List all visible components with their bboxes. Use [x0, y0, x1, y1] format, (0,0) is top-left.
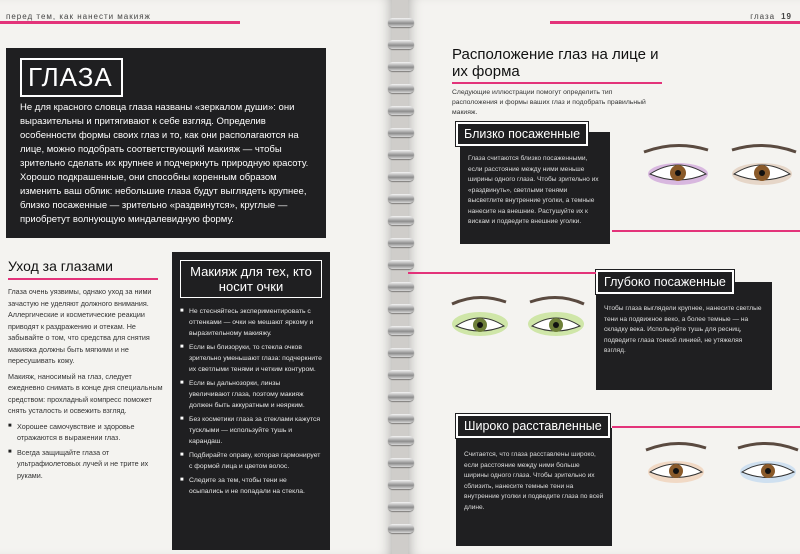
section-intro: Следующие иллюстрации помогут определить тип расположения и формы ваших глаз и подобрать правильный макияж. — [452, 89, 646, 116]
close-set-heading: Близко посаженные — [456, 122, 588, 146]
right-page — [408, 0, 800, 554]
close-set-eyes-illustration — [636, 138, 800, 198]
eye-care-section — [8, 258, 166, 484]
glasses-heading: Макияж для тех, кто носит очки — [180, 260, 322, 298]
eye-care-paragraph: Глаза очень уязвимы, однако уход за ними зачастую не уделяют должного внимания. Аллергические и косметические реакции приводят к раздражению и отекам. Не забывайте о том, что средства для снятия макияжа должны быть мягкими и не пересушивать кожу. — [8, 287, 152, 365]
binding-ring — [388, 480, 414, 489]
list-item: ■ Если вы дальнозорки, линзы увеличивают глаза, поэтому макияж должен быть аккуратным и неярким. — [180, 378, 322, 411]
header-rule-right — [550, 21, 800, 24]
deep-set-text: Чтобы глаза выглядели крупнее, нанесите светлые тени на подвижное веко, а более темные — на складку века. Используйте тушь для ресниц, подведите глаза тонкой линией, не утяжеляя взгляд. — [604, 305, 762, 354]
glasses-text — [180, 306, 322, 497]
binding-ring — [388, 40, 414, 49]
binding-ring — [388, 238, 414, 247]
binding-ring — [388, 194, 414, 203]
page-number: 19 — [781, 12, 792, 21]
deep-set-heading: Глубоко посаженные — [596, 270, 734, 294]
deep-set-box — [596, 282, 772, 390]
binding-ring — [388, 84, 414, 93]
spiral-binding — [388, 0, 414, 554]
binding-ring — [388, 282, 414, 291]
binding-ring — [388, 524, 414, 533]
left-page — [0, 0, 392, 554]
wide-set-text: Считается, что глаза расставлены широко, если расстояние между ними больше ширины одного глаза. Чтобы зрительно их сблизить, нанесите темные тени на внутренние уголки и подведите глаза по всей длине. — [464, 451, 604, 511]
list-item: ■ Подбирайте оправу, которая гармонирует с формой лица и цветом волос. — [180, 450, 322, 472]
running-header-right — [750, 12, 792, 21]
eye-care-rule — [8, 278, 158, 280]
binding-ring — [388, 62, 414, 71]
binding-ring — [388, 392, 414, 401]
wide-set-box — [456, 428, 612, 546]
list-item: ■ Всегда защищайте глаза от ультрафиолетовых лучей и не трите их руками. — [8, 447, 166, 482]
deep-set-rule — [408, 272, 596, 274]
wide-set-eyes-illustration — [640, 436, 800, 496]
binding-ring — [388, 370, 414, 379]
binding-ring — [388, 106, 414, 115]
deep-set-eyes-illustration — [448, 290, 588, 350]
binding-ring — [388, 304, 414, 313]
binding-ring — [388, 458, 414, 467]
glasses-list — [180, 306, 322, 497]
eye-care-text — [8, 286, 166, 481]
intro-box — [6, 48, 326, 238]
eye-care-list — [8, 421, 166, 482]
list-item: ■ Хорошее самочувствие и здоровье отражаются в выражении глаз. — [8, 421, 166, 444]
glasses-makeup-box — [172, 252, 330, 550]
close-set-text: Глаза считаются близко посаженными, если расстояние между ними меньше ширины одного глаза. Чтобы зрительно их «раздвинуть», светлыми тенями высветлите внутренние уголки, а темные нанесите на внешние. Растушуйте их к вискам и подведите внешние уголки. — [468, 155, 599, 225]
section-title-rule — [452, 82, 662, 84]
binding-ring — [388, 18, 414, 27]
binding-ring — [388, 150, 414, 159]
list-item: ■ Если вы близоруки, то стекла очков зрительно уменьшают глаза: подчеркните их светлыми тенями и четким контуром. — [180, 342, 322, 375]
wide-set-heading: Широко расставленные — [456, 414, 610, 438]
binding-ring — [388, 348, 414, 357]
binding-ring — [388, 260, 414, 269]
wide-set-rule — [612, 426, 800, 428]
binding-ring — [388, 216, 414, 225]
list-item: ■ Следите за тем, чтобы тени не осыпались и не попадали на стекла. — [180, 475, 322, 497]
running-header-left: перед тем, как нанести макияж — [6, 12, 151, 21]
binding-ring — [388, 326, 414, 335]
page-title: ГЛАЗА — [20, 58, 123, 97]
close-set-rule — [612, 230, 800, 232]
binding-ring — [388, 128, 414, 137]
list-item: ■ Не стесняйтесь экспериментировать с оттенками — очки не мешают яркому и выразительному макияжу. — [180, 306, 322, 339]
close-set-box — [460, 132, 610, 244]
binding-ring — [388, 414, 414, 423]
intro-text: Не для красного словца глаза названы «зеркалом души»: они выразительны и притягивают к себе взгляд. Определив особенности формы своих глаз и то, как они располагаются на лице, можно подобрать соответствующий макияж — чтобы зрительно сделать их крупнее и подчеркнуть природную красоту. Хорошо подкрашенные, они способны коренным образом изменить ваш облик: небольшие глаза будут выглядеть крупнее, близко посаженные — зрительно «раздвинутся», круглые — приобретут волнующую миндалевидную форму. — [20, 102, 309, 225]
section-title: Расположение глаз на лице и их форма — [452, 46, 659, 80]
eye-care-heading: Уход за глазами — [8, 258, 113, 274]
binding-ring — [388, 502, 414, 511]
binding-ring — [388, 172, 414, 181]
binding-ring — [388, 436, 414, 445]
eye-care-paragraph: Макияж, наносимый на глаз, следует ежедневно снимать в конце дня специальным средством: прохладный компресс поможет снять усталость и освежить взгляд. — [8, 371, 163, 415]
list-item: ■ Без косметики глаза за стеклами кажутся тусклыми — используйте тушь и карандаш. — [180, 414, 322, 447]
running-title-right: глаза — [750, 12, 776, 21]
header-rule-left — [0, 21, 240, 24]
